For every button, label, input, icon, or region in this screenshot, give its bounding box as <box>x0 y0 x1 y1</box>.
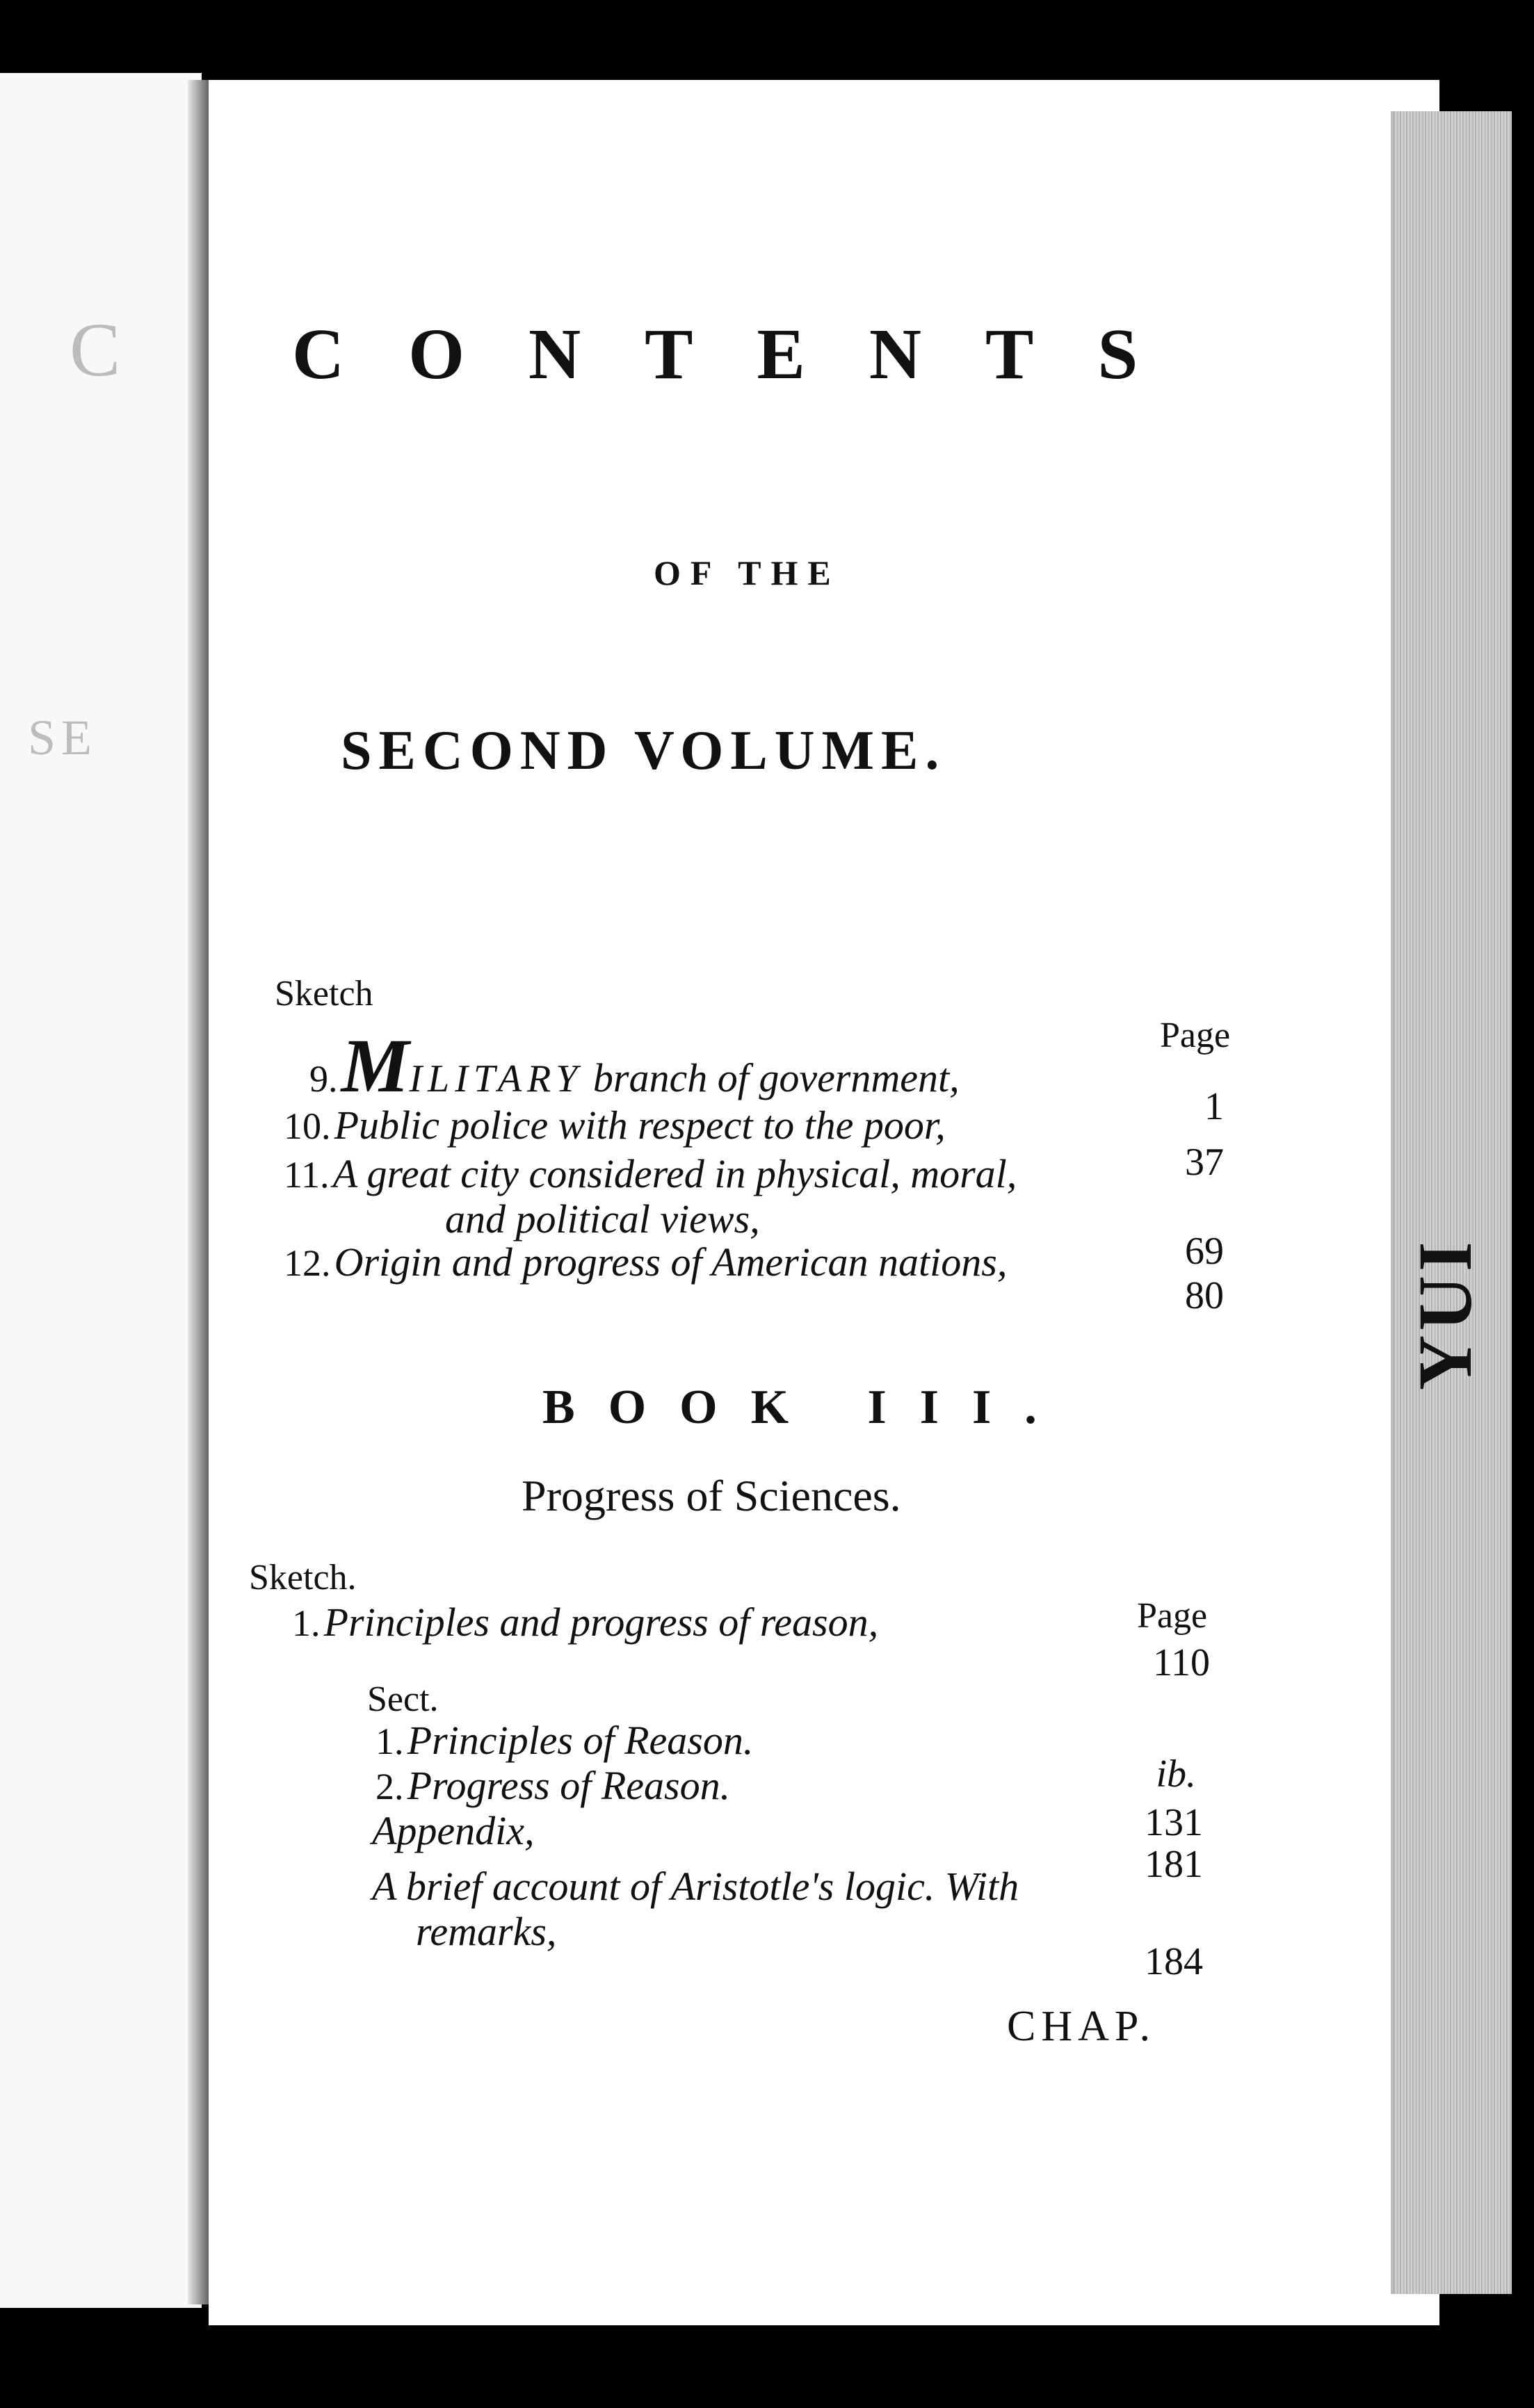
sketch-label: Sketch. <box>249 1558 357 1597</box>
spine-lettering: YUI <box>1403 1237 1487 1390</box>
facing-page-ghost-letter: C <box>70 307 121 392</box>
facing-page <box>0 73 202 2308</box>
contents-entry <box>284 1102 946 1148</box>
page-column-label: Page <box>1137 1596 1208 1636</box>
facing-page-ghost-text: SE <box>28 710 98 765</box>
page-column-label: Page <box>1160 1016 1231 1055</box>
page-title: CONTENTS <box>292 314 1202 394</box>
entry-continuation: remarks, <box>416 1909 557 1954</box>
entry-text: Origin and progress of American nations, <box>334 1239 1008 1285</box>
entry-number: 9. <box>309 1058 338 1100</box>
contents-entry <box>284 1239 1007 1285</box>
entry-text: Public police with respect to the poor, <box>334 1103 946 1148</box>
section-text: Progress of Reason. <box>407 1763 731 1808</box>
entry-page: 1 <box>1204 1085 1224 1128</box>
book-heading: BOOK III. <box>542 1381 1070 1434</box>
book-subheading: Progress of Sciences. <box>522 1471 901 1520</box>
title-connector: OF THE <box>654 553 841 592</box>
entry-page: 69 <box>1185 1230 1224 1273</box>
contents-entry <box>284 1150 1017 1197</box>
section-number: 1. <box>376 1720 404 1762</box>
contents-page <box>209 80 1439 2325</box>
section-page: 181 <box>1145 1843 1203 1886</box>
entry-number: 12. <box>284 1242 331 1284</box>
entry-continuation: and political views, <box>445 1196 760 1242</box>
entry-text: Principles and progress of reason, <box>323 1600 879 1645</box>
drop-cap: M <box>341 1023 410 1108</box>
appendix-entry: Appendix, <box>372 1808 535 1853</box>
volume-subtitle: SECOND VOLUME. <box>341 720 946 781</box>
entry-caps: ILITARY <box>409 1057 583 1100</box>
contents-entry <box>292 1599 878 1645</box>
catchword: CHAP. <box>1007 2003 1156 2050</box>
entry-page: 80 <box>1185 1274 1224 1317</box>
entry-number: 11. <box>284 1154 330 1196</box>
section-page: 131 <box>1145 1801 1203 1844</box>
section-page: ib. <box>1156 1752 1196 1796</box>
contents-entry <box>309 1022 960 1110</box>
entry-number: 1. <box>292 1602 321 1644</box>
section-text: Principles of Reason. <box>407 1718 754 1763</box>
section-entry <box>376 1717 753 1764</box>
sketch-label: Sketch <box>275 974 373 1014</box>
entry-text: A great city considered in physical, moral, <box>332 1151 1017 1196</box>
entry-page: 110 <box>1153 1641 1210 1684</box>
entry-text: branch of government, <box>583 1055 960 1100</box>
section-entry <box>376 1762 730 1809</box>
entry-number: 10. <box>284 1105 331 1147</box>
section-page: 184 <box>1145 1940 1203 1983</box>
sect-label: Sect. <box>367 1679 439 1719</box>
entry-page: 37 <box>1185 1141 1224 1184</box>
aristotle-entry: A brief account of Aristotle's logic. With <box>372 1864 1019 1909</box>
section-number: 2. <box>376 1766 404 1807</box>
